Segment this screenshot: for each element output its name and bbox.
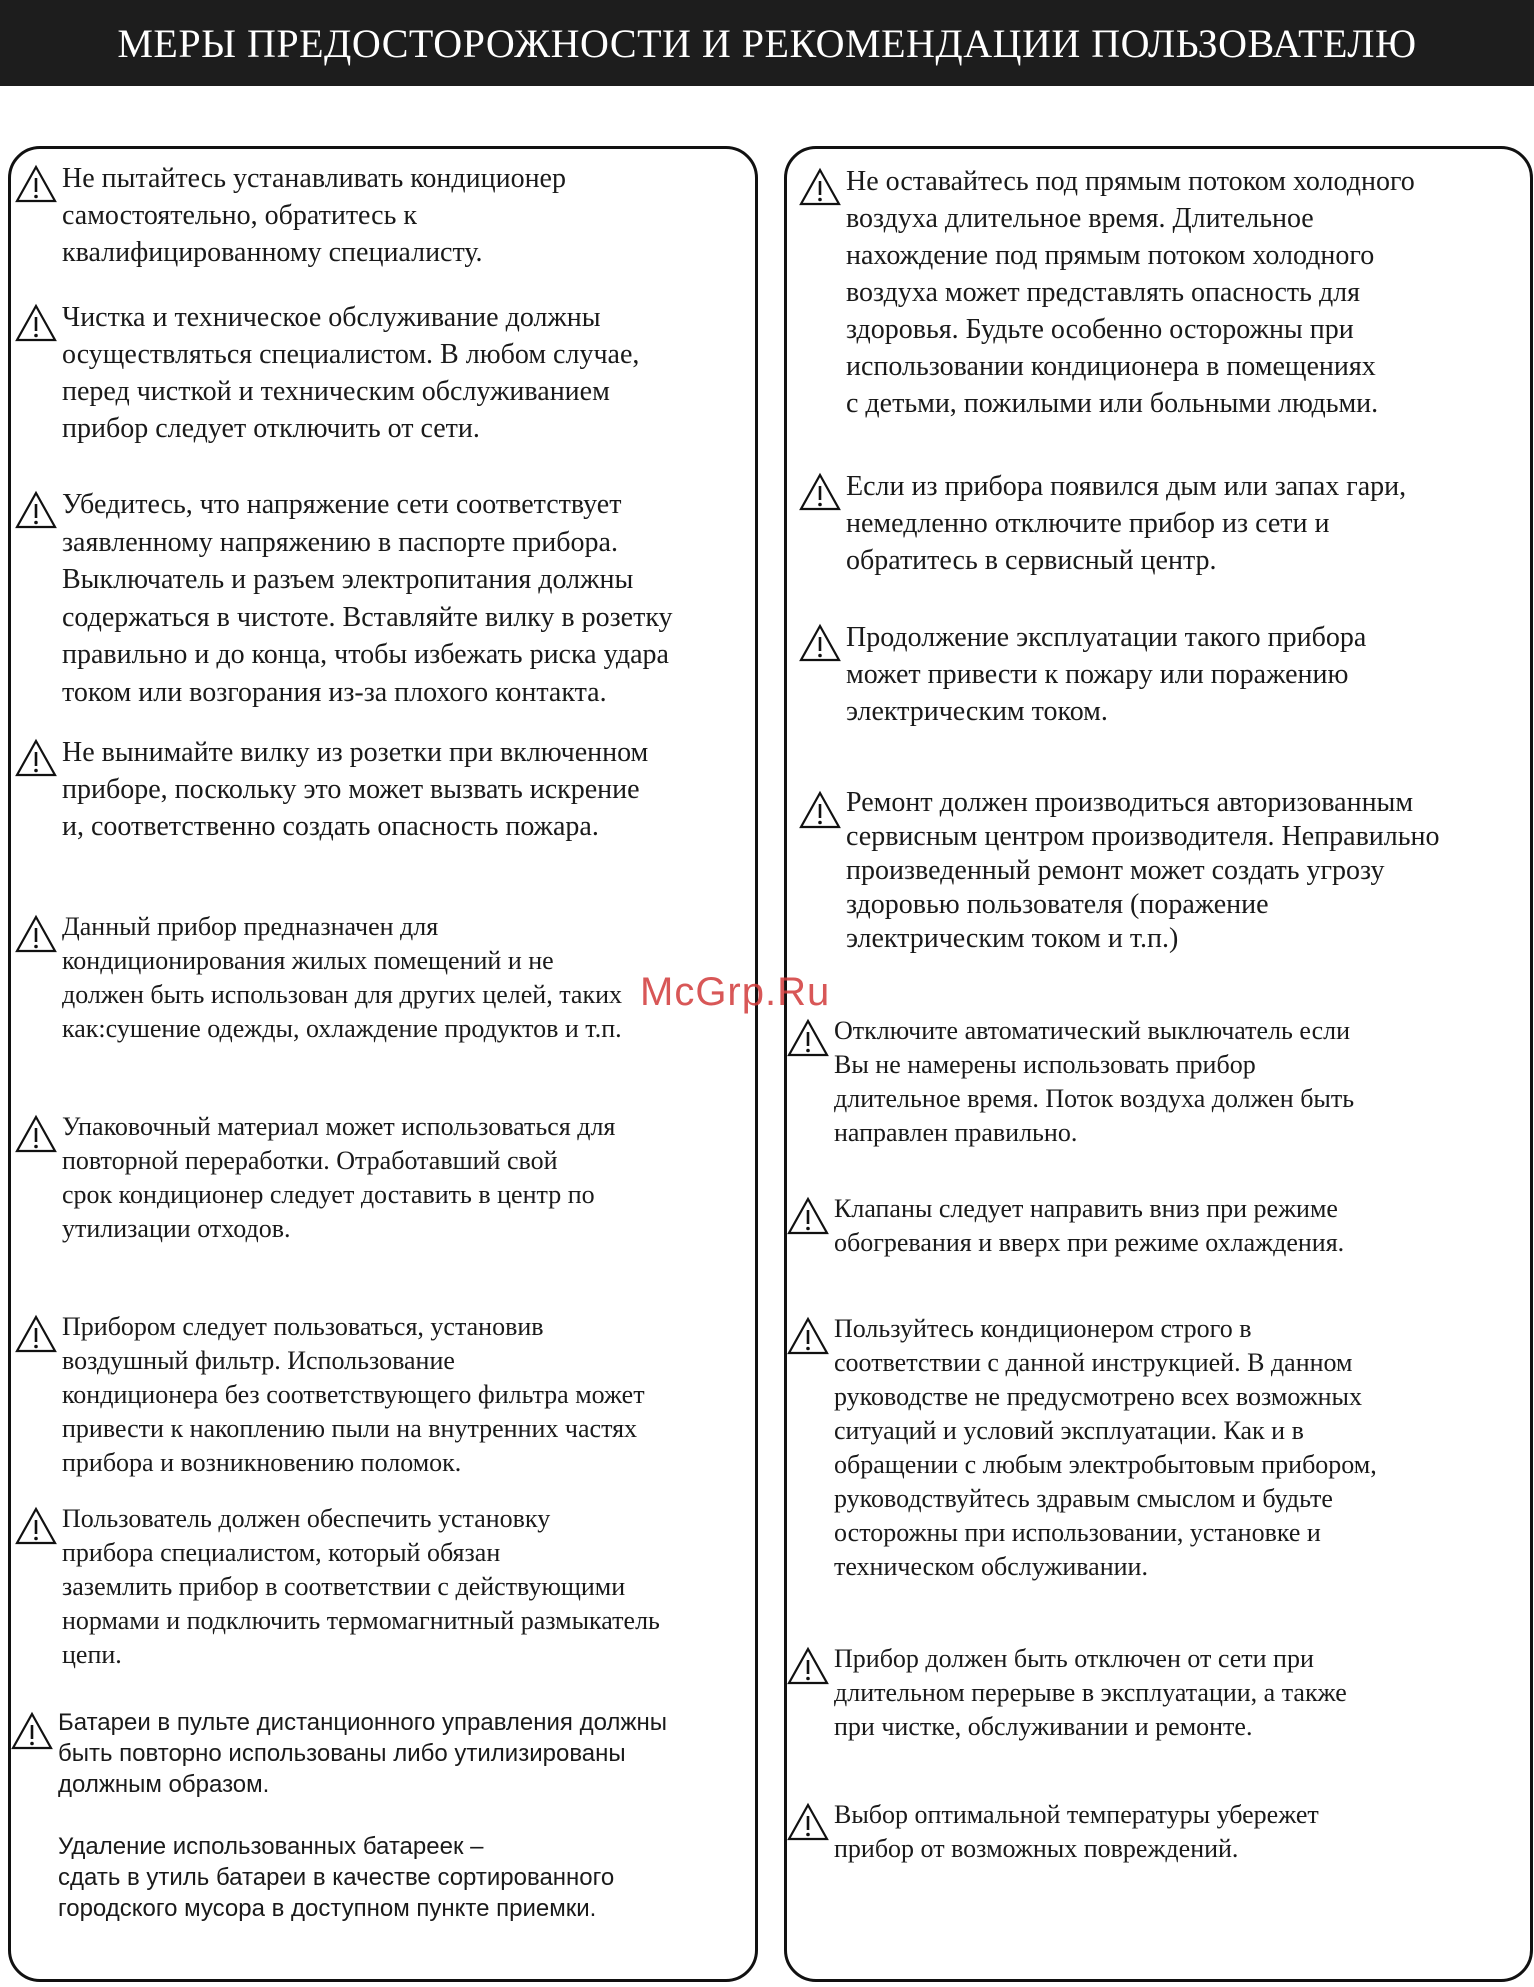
warning-triangle-icon (14, 738, 58, 778)
warning-text: Пользуйтесь кондиционером строго в соответствии с данной инструкцией. В данном руководстве не предусмотрено всех возможных ситуаций и условий эксплуатации. Как и в обращении с любым электробытовым прибором, руководствуйтесь здравым смыслом и будьте осторожны при использовании, установке и техническом обслуживании. (834, 1314, 1377, 1581)
warning-text: Отключите автоматический выключатель если Вы не намерены использовать прибор длительное время. Поток воздуха должен быть направлен правильно. (834, 1016, 1355, 1147)
warning-triangle-icon (798, 167, 842, 207)
warning-text: Батареи в пульте дистанционного управления должны быть повторно использованы либо утилизированы должным образом. Удаление использованных батареек – сдать в утиль батареи в качестве сортированного городского мусора в доступном пункте приемки. (58, 1709, 667, 1922)
warning-item (14, 910, 622, 1046)
warning-item (798, 163, 1415, 422)
warning-triangle-icon (14, 303, 58, 343)
warning-text: Пользователь должен обеспечить установку прибора специалистом, который обязан заземлить прибор в соответствии с действующими нормами и подключить термомагнитный размыкатель цепи. (62, 1504, 660, 1669)
warning-triangle-icon (798, 623, 842, 663)
watermark-text: McGrp.Ru (640, 970, 831, 1014)
warning-triangle-icon (786, 1646, 830, 1686)
warning-item (798, 786, 1440, 956)
warning-item (786, 1192, 1344, 1260)
warning-text: Прибором следует пользоваться, установив воздушный фильтр. Использование кондиционера без соответствующего фильтра может привести к накоплению пыли на внутренних частях прибора и возникновению поломок. (62, 1312, 645, 1477)
warning-triangle-icon (786, 1196, 830, 1236)
warning-item (14, 1310, 645, 1480)
warning-item (786, 1312, 1377, 1584)
warning-item (786, 1014, 1354, 1150)
warning-text: Выбор оптимальной температуры убережет прибор от возможных повреждений. (834, 1800, 1319, 1863)
warning-triangle-icon (786, 1802, 830, 1842)
warning-text: Не вынимайте вилку из розетки при включенном приборе, поскольку это может вызвать искрение и, соответственно создать опасность пожара. (62, 737, 649, 842)
warning-text: Если из прибора появился дым или запах гари, немедленно отключите прибор из сети и обратитесь в сервисный центр. (846, 471, 1407, 576)
warning-triangle-icon (14, 490, 58, 530)
warning-text: Данный прибор предназначен для кондиционирования жилых помещений и не должен быть использован для других целей, таких как:сушение одежды, охлаждение продуктов и т.п. (62, 912, 622, 1043)
warning-triangle-icon (798, 472, 842, 512)
warning-text: Убедитесь, что напряжение сети соответствует заявленному напряжению в паспорте прибора. Выключатель и разъем электропитания должны содержаться в чистоте. Вставляйте вилку в розетку правильно и до конца, чтобы избежать риска удара током или возгорания из-за плохого контакта. (62, 489, 673, 708)
warning-triangle-icon (14, 1506, 58, 1546)
warning-item (786, 1798, 1319, 1866)
warning-item (14, 734, 648, 845)
warning-text: Упаковочный материал может использоваться для повторной переработки. Отработавший свой срок кондиционер следует доставить в центр по утилизации отходов. (62, 1112, 616, 1243)
warning-text: Не оставайтесь под прямым потоком холодного воздуха длительное время. Длительное нахождение под прямым потоком холодного воздуха может представлять опасность для здоровья. Будьте особенно осторожны при использовании кондиционера в помещениях с детьми, пожилыми или больными людьми. (846, 166, 1415, 419)
warning-triangle-icon (786, 1018, 830, 1058)
warning-text: Клапаны следует направить вниз при режиме обогревания и вверх при режиме охлаждения. (834, 1194, 1345, 1257)
warning-item (786, 1642, 1347, 1744)
warning-item (10, 1707, 667, 1924)
warning-triangle-icon (14, 914, 58, 954)
warning-item (14, 486, 673, 711)
warning-item (14, 1502, 660, 1672)
warning-text: Продолжение эксплуатации такого прибора может привести к пожару или поражению электрическим током. (846, 622, 1367, 727)
warning-triangle-icon (14, 1114, 58, 1154)
warning-triangle-icon (798, 790, 842, 830)
page-title: МЕРЫ ПРЕДОСТОРОЖНОСТИ И РЕКОМЕНДАЦИИ ПОЛЬЗОВАТЕЛЮ (117, 20, 1417, 66)
warning-text: Чистка и техническое обслуживание должны осуществляться специалистом. В любом случае, перед чисткой и техническим обслуживанием прибор следует отключить от сети. (62, 302, 640, 444)
warning-triangle-icon (14, 1314, 58, 1354)
warning-item (798, 468, 1406, 579)
warning-triangle-icon (786, 1316, 830, 1356)
warning-triangle-icon (14, 164, 58, 204)
warning-text: Не пытайтесь устанавливать кондиционер самостоятельно, обратитесь к квалифицированному специалисту. (62, 163, 566, 268)
warning-triangle-icon (10, 1711, 54, 1751)
warning-item (14, 1110, 615, 1246)
warning-item (14, 160, 566, 271)
warning-text: Ремонт должен производиться авторизованным сервисным центром производителя. Неправильно произведенный ремонт может создать угрозу здоровью пользователя (поражение электрическим током и т.п.) (846, 787, 1440, 954)
warning-item (14, 299, 639, 447)
warning-item (798, 619, 1366, 730)
warning-text: Прибор должен быть отключен от сети при длительном перерыве в эксплуатации, а также при чистке, обслуживании и ремонте. (834, 1644, 1347, 1741)
page-header (0, 0, 1534, 86)
